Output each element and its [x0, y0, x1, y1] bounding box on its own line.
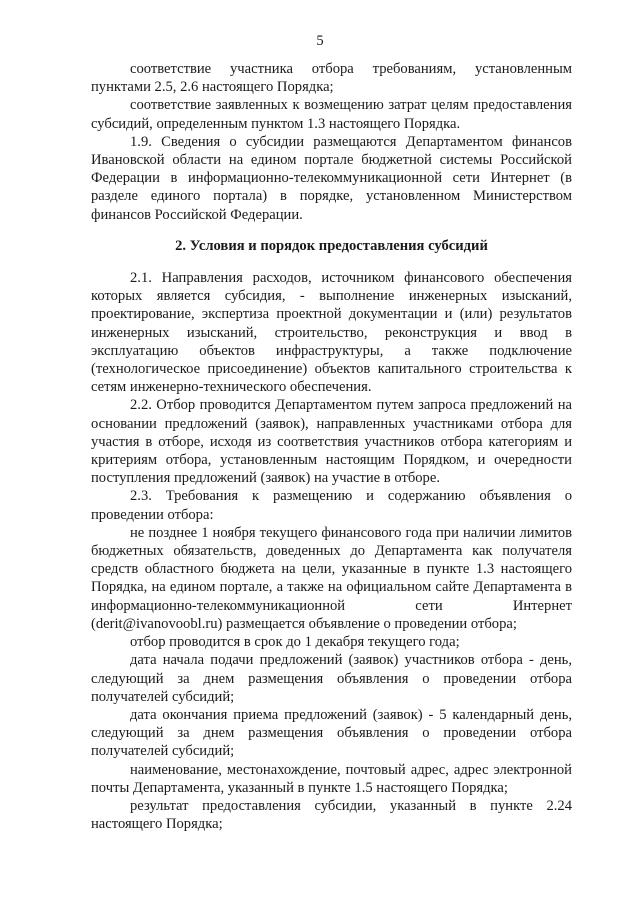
- paragraph: не позднее 1 ноября текущего финансового года при наличии лимитов бюджетных обязательств, доведенных до Департамента как получателя средств областного бюджета на цели, указанные в пункте 1.3 настоящего Порядка, на едином портале, а также на официальном сайте Департамента в информационно-телекоммуникационной сети Интернет (derit@ivanovoobl.ru) размещается объявление о проведении отбора;: [91, 524, 572, 632]
- paragraph: дата начала подачи предложений (заявок) участников отбора - день, следующий за днем размещения объявления о проведении отбора получателей субсидий;: [91, 652, 572, 705]
- paragraph: наименование, местонахождение, почтовый адрес, адрес электронной почты Департамента, указанный в пункте 1.5 настоящего Порядка;: [91, 761, 572, 796]
- paragraph: 2.1. Направления расходов, источником финансового обеспечения которых является субсидия, - выполнение инженерных изысканий, проектирование, экспертиза проектной документации и (или) результатов инженерных изысканий, строительство, реконструкция и ввод в эксплуатацию объектов инфраструктуры, а также подключение (технологическое присоединение) объектов капитального строительства к сетям инженерно-технического обеспечения.: [91, 270, 572, 396]
- page-number: 5: [316, 33, 324, 49]
- section-heading: 2. Условия и порядок предоставления субсидий: [175, 237, 488, 254]
- paragraph: дата окончания приема предложений (заявок) - 5 календарный день, следующий за днем размещения объявления о проведении отбора получателей субсидий;: [91, 706, 572, 760]
- document-body: [91, 60, 572, 833]
- paragraph: 2.2. Отбор проводится Департаментом путем запроса предложений на основании предложений (заявок), направленных участниками отбора для участия в отборе, исходя из соответствия участников отбора категориям и критериям отбора, установленным настоящим Порядком, и очередности поступления предложений (заявок) на участие в отборе.: [91, 397, 572, 487]
- paragraph: соответствие участника отбора требованиям, установленным пунктами 2.5, 2.6 настоящего Порядка;: [91, 61, 572, 96]
- paragraph: отбор проводится в срок до 1 декабря текущего года;: [130, 634, 460, 651]
- paragraph: 2.3. Требования к размещению и содержанию объявления о проведении отбора:: [91, 488, 572, 523]
- paragraph: 1.9. Сведения о субсидии размещаются Департаментом финансов Ивановской области на едином портале бюджетной системы Российской Федерации в информационно-телекоммуникационной сети Интернет (в разделе единого портала) в порядке, установленном Министерством финансов Российской Федерации.: [91, 133, 572, 223]
- paragraph: результат предоставления субсидии, указанный в пункте 2.24 настоящего Порядка;: [91, 797, 572, 833]
- paragraph: соответствие заявленных к возмещению затрат целям предоставления субсидий, определенным пунктом 1.3 настоящего Порядка.: [91, 97, 572, 132]
